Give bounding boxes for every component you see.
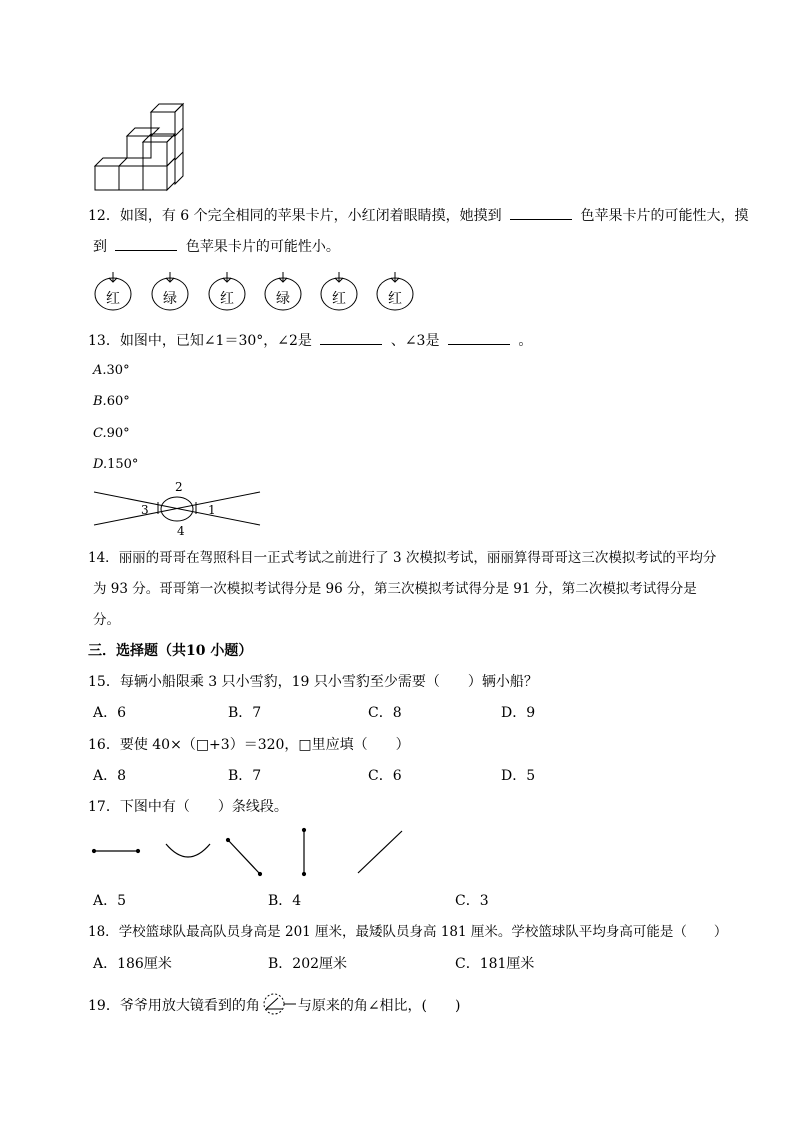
q16-text: 要使 40×（□+3）＝320，□里应填（ ）	[119, 737, 410, 753]
q17-text: 下图中有（ ）条线段。	[119, 799, 288, 815]
q16-option-c[interactable]: C．6	[368, 768, 402, 784]
q16-option-a[interactable]: A．8	[93, 768, 127, 784]
q14-line3: 分。	[93, 612, 120, 628]
q17-option-b[interactable]: B．4	[268, 893, 302, 909]
q12-text-d: 色苹果卡片的可能性小。	[185, 239, 340, 255]
q13-line	[88, 330, 532, 351]
q19-line	[88, 996, 460, 1016]
q13-text-c: 。	[518, 333, 533, 349]
q19-number: 19．	[88, 998, 120, 1014]
q14-number: 14．	[88, 550, 119, 566]
angle-label-2: 2	[175, 480, 183, 494]
q15-number: 15．	[88, 674, 120, 690]
q19-text-b: 与原来的角∠相比，( )	[297, 998, 461, 1014]
cube-stack-figure	[90, 96, 190, 196]
angle-label-4: 4	[177, 524, 185, 538]
q12-number: 12．	[88, 208, 120, 224]
q18-line	[88, 922, 727, 942]
q13-option-b[interactable]: B.60°	[93, 394, 130, 409]
apple-card-label: 红	[332, 291, 346, 307]
angle-label-3: 3	[141, 503, 149, 517]
q14-text-1: 丽丽的哥哥在驾照科目一正式考试之前进行了 3 次模拟考试，丽丽算得哥哥这三次模拟考试的平均分	[118, 550, 717, 566]
q13-option-c[interactable]: C.90°	[93, 426, 130, 441]
q12-line2	[93, 236, 340, 257]
q18-option-c[interactable]: C．181厘米	[455, 956, 535, 972]
q14-line2: 为 93 分。哥哥第一次模拟考试得分是 96 分，第三次模拟考试得分是 91 分，第二次模拟考试得分是	[93, 581, 697, 597]
q13-text-b: 、∠3是	[390, 333, 440, 349]
line-segments-figure	[90, 826, 410, 882]
q16-option-d[interactable]: D．5	[501, 768, 536, 784]
q13-blank-1[interactable]	[320, 330, 382, 345]
q13-number: 13．	[88, 333, 120, 349]
q15-option-a[interactable]: A．6	[93, 705, 127, 721]
q19-text-a: 爷爷用放大镜看到的角	[119, 998, 260, 1014]
magnifier-angle-icon	[260, 996, 298, 1016]
q15-option-c[interactable]: C．8	[368, 705, 402, 721]
q12-line1	[88, 205, 749, 226]
q15-option-b[interactable]: B．7	[228, 705, 262, 721]
q13-option-a[interactable]: A.30°	[93, 363, 130, 378]
q15-text: 每辆小船限乘 3 只小雪豹，19 只小雪豹至少需要（ ）辆小船？	[119, 674, 538, 690]
q15-option-d[interactable]: D．9	[501, 705, 536, 721]
q17-option-a[interactable]: A．5	[93, 893, 127, 909]
q17-option-c[interactable]: C．3	[455, 893, 489, 909]
apple-card-label: 红	[388, 291, 402, 307]
q12-text-b: 色苹果卡片的可能性大，摸	[580, 208, 749, 224]
q18-option-b[interactable]: B．202厘米	[268, 956, 348, 972]
q12-text-c: 到	[93, 239, 107, 255]
apple-card-label: 绿	[163, 291, 177, 307]
q18-text: 学校篮球队最高队员身高是 201 厘米，最矮队员身高 181 厘米。学校篮球队平均身高可能是（ ）	[118, 924, 728, 940]
q13-text-a: 如图中，已知∠1＝30°，∠2是	[119, 333, 312, 349]
apple-card-label: 红	[220, 291, 234, 307]
q13-option-d[interactable]: D.150°	[93, 457, 139, 472]
q18-number: 18．	[88, 924, 119, 940]
q12-blank-2[interactable]	[115, 236, 177, 251]
q12-text-a: 如图，有 6 个完全相同的苹果卡片，小红闭着眼睛摸，她摸到	[119, 208, 502, 224]
q12-blank-1[interactable]	[510, 205, 572, 220]
apple-cards-svg	[94, 270, 424, 312]
q16-option-b[interactable]: B．7	[228, 768, 262, 784]
apple-cards	[94, 270, 424, 312]
apple-card-label: 红	[106, 291, 120, 307]
q16-number: 16．	[88, 737, 120, 753]
q16-line	[88, 735, 410, 755]
apple-card-label: 绿	[276, 291, 290, 307]
q17-line	[88, 797, 288, 817]
q14-line1	[88, 548, 716, 568]
angle-figure	[92, 480, 262, 540]
section-title: 三．选择题（共10 小题）	[88, 643, 253, 659]
q15-line	[88, 672, 538, 692]
q17-number: 17．	[88, 799, 120, 815]
angle-label-1: 1	[208, 503, 216, 517]
q13-blank-2[interactable]	[448, 330, 510, 345]
q18-option-a[interactable]: A．186厘米	[93, 956, 172, 972]
